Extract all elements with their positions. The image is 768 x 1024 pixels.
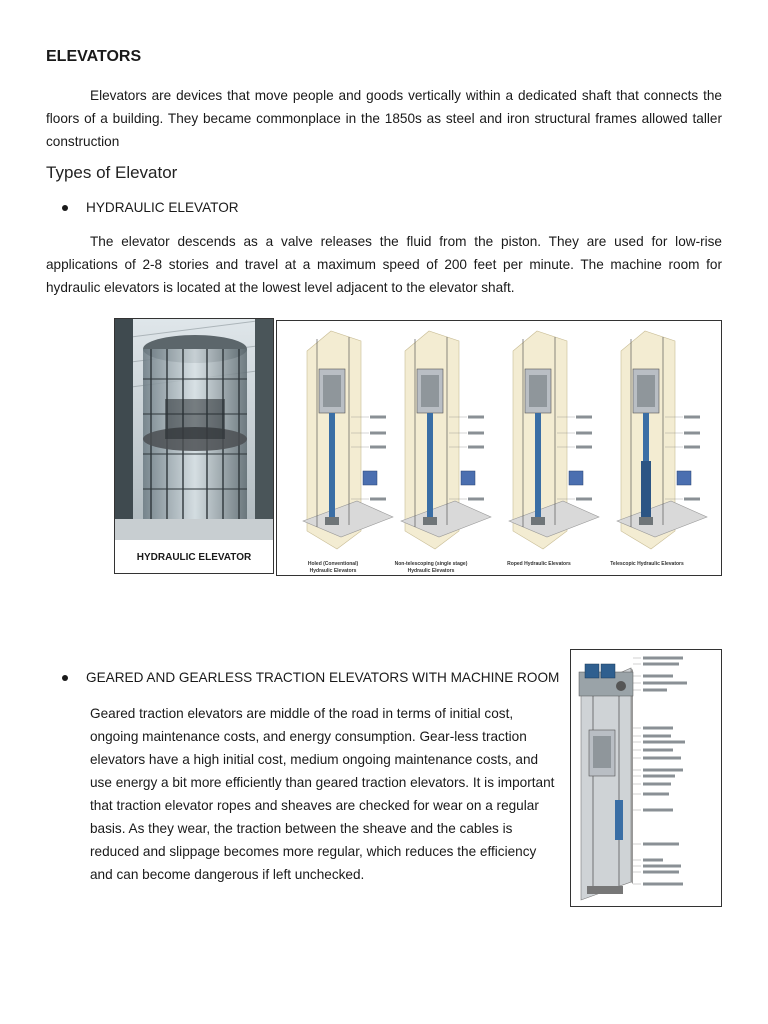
hydraulic-paragraph: The elevator descends as a valve releases the fluid from the piston. They are used for low-rise applications of 2-8 stories and travel at a maximum speed of 200 feet per minute. The machine room for hydraulic elevators is located at the lowest level adjacent to the elevator shaft. — [46, 234, 722, 295]
diagram-caption-1: Holed (Conventional) — [307, 561, 359, 567]
traction-diagram-svg — [571, 650, 722, 907]
hydraulic-illustration-3 — [509, 331, 599, 549]
diagram-caption-2-line2: Hydraulic Elevators — [407, 568, 455, 574]
traction-bullet — [62, 670, 559, 685]
intro-paragraph: Elevators are devices that move people and goods vertically within a dedicated shaft that connects the floors of a building. They became commonplace in the 1850s as steel and iron structural frames allowed taller construction — [46, 88, 722, 149]
hydraulic-types-diagram — [276, 320, 722, 576]
hydraulic-illustration-2 — [401, 331, 491, 549]
hydraulic-illustration-4 — [617, 331, 707, 549]
diagram-caption-1-line2: Hydraulic Elevators — [309, 568, 357, 574]
hydraulic-diagram-svg — [277, 321, 722, 576]
types-heading: Types of Elevator — [46, 163, 178, 182]
page-title: ELEVATORS — [46, 48, 142, 65]
traction-bullet-label: GEARED AND GEARLESS TRACTION ELEVATORS WITH MACHINE ROOM — [86, 670, 560, 685]
hydraulic-photo-frame — [114, 318, 274, 574]
bullet-dot-icon — [62, 675, 68, 681]
bullet-dot-icon — [62, 205, 68, 211]
hydraulic-bullet-label: HYDRAULIC ELEVATOR — [86, 200, 239, 215]
diagram-caption-2: Non-telescoping (single stage) — [394, 561, 468, 567]
photo-caption: HYDRAULIC ELEVATOR — [136, 552, 252, 563]
hydraulic-bullet — [62, 200, 239, 215]
hydraulic-elevator-photo — [115, 319, 273, 540]
diagram-caption-3: Roped Hydraulic Elevators — [507, 561, 571, 567]
hydraulic-illustration-1 — [303, 331, 393, 549]
traction-elevator-diagram — [570, 649, 722, 907]
traction-paragraph: Geared traction elevators are middle of the road in terms of initial cost, ongoing maintenance costs, and energy consumption. Gear-less traction elevators have a high initial cost, medium ongoing maintenance costs, and use energy a bit more efficiently than geared traction elevators. It is important that traction elevator ropes and sheaves are checked for wear on a regular basis. As they wear, the traction between the sheave and the cables is reduced and slippage becomes more regular, which reduces the efficiency and can become dangerous if left unchecked. — [90, 706, 555, 882]
diagram-caption-4: Telescopic Hydraulic Elevators — [610, 561, 684, 567]
